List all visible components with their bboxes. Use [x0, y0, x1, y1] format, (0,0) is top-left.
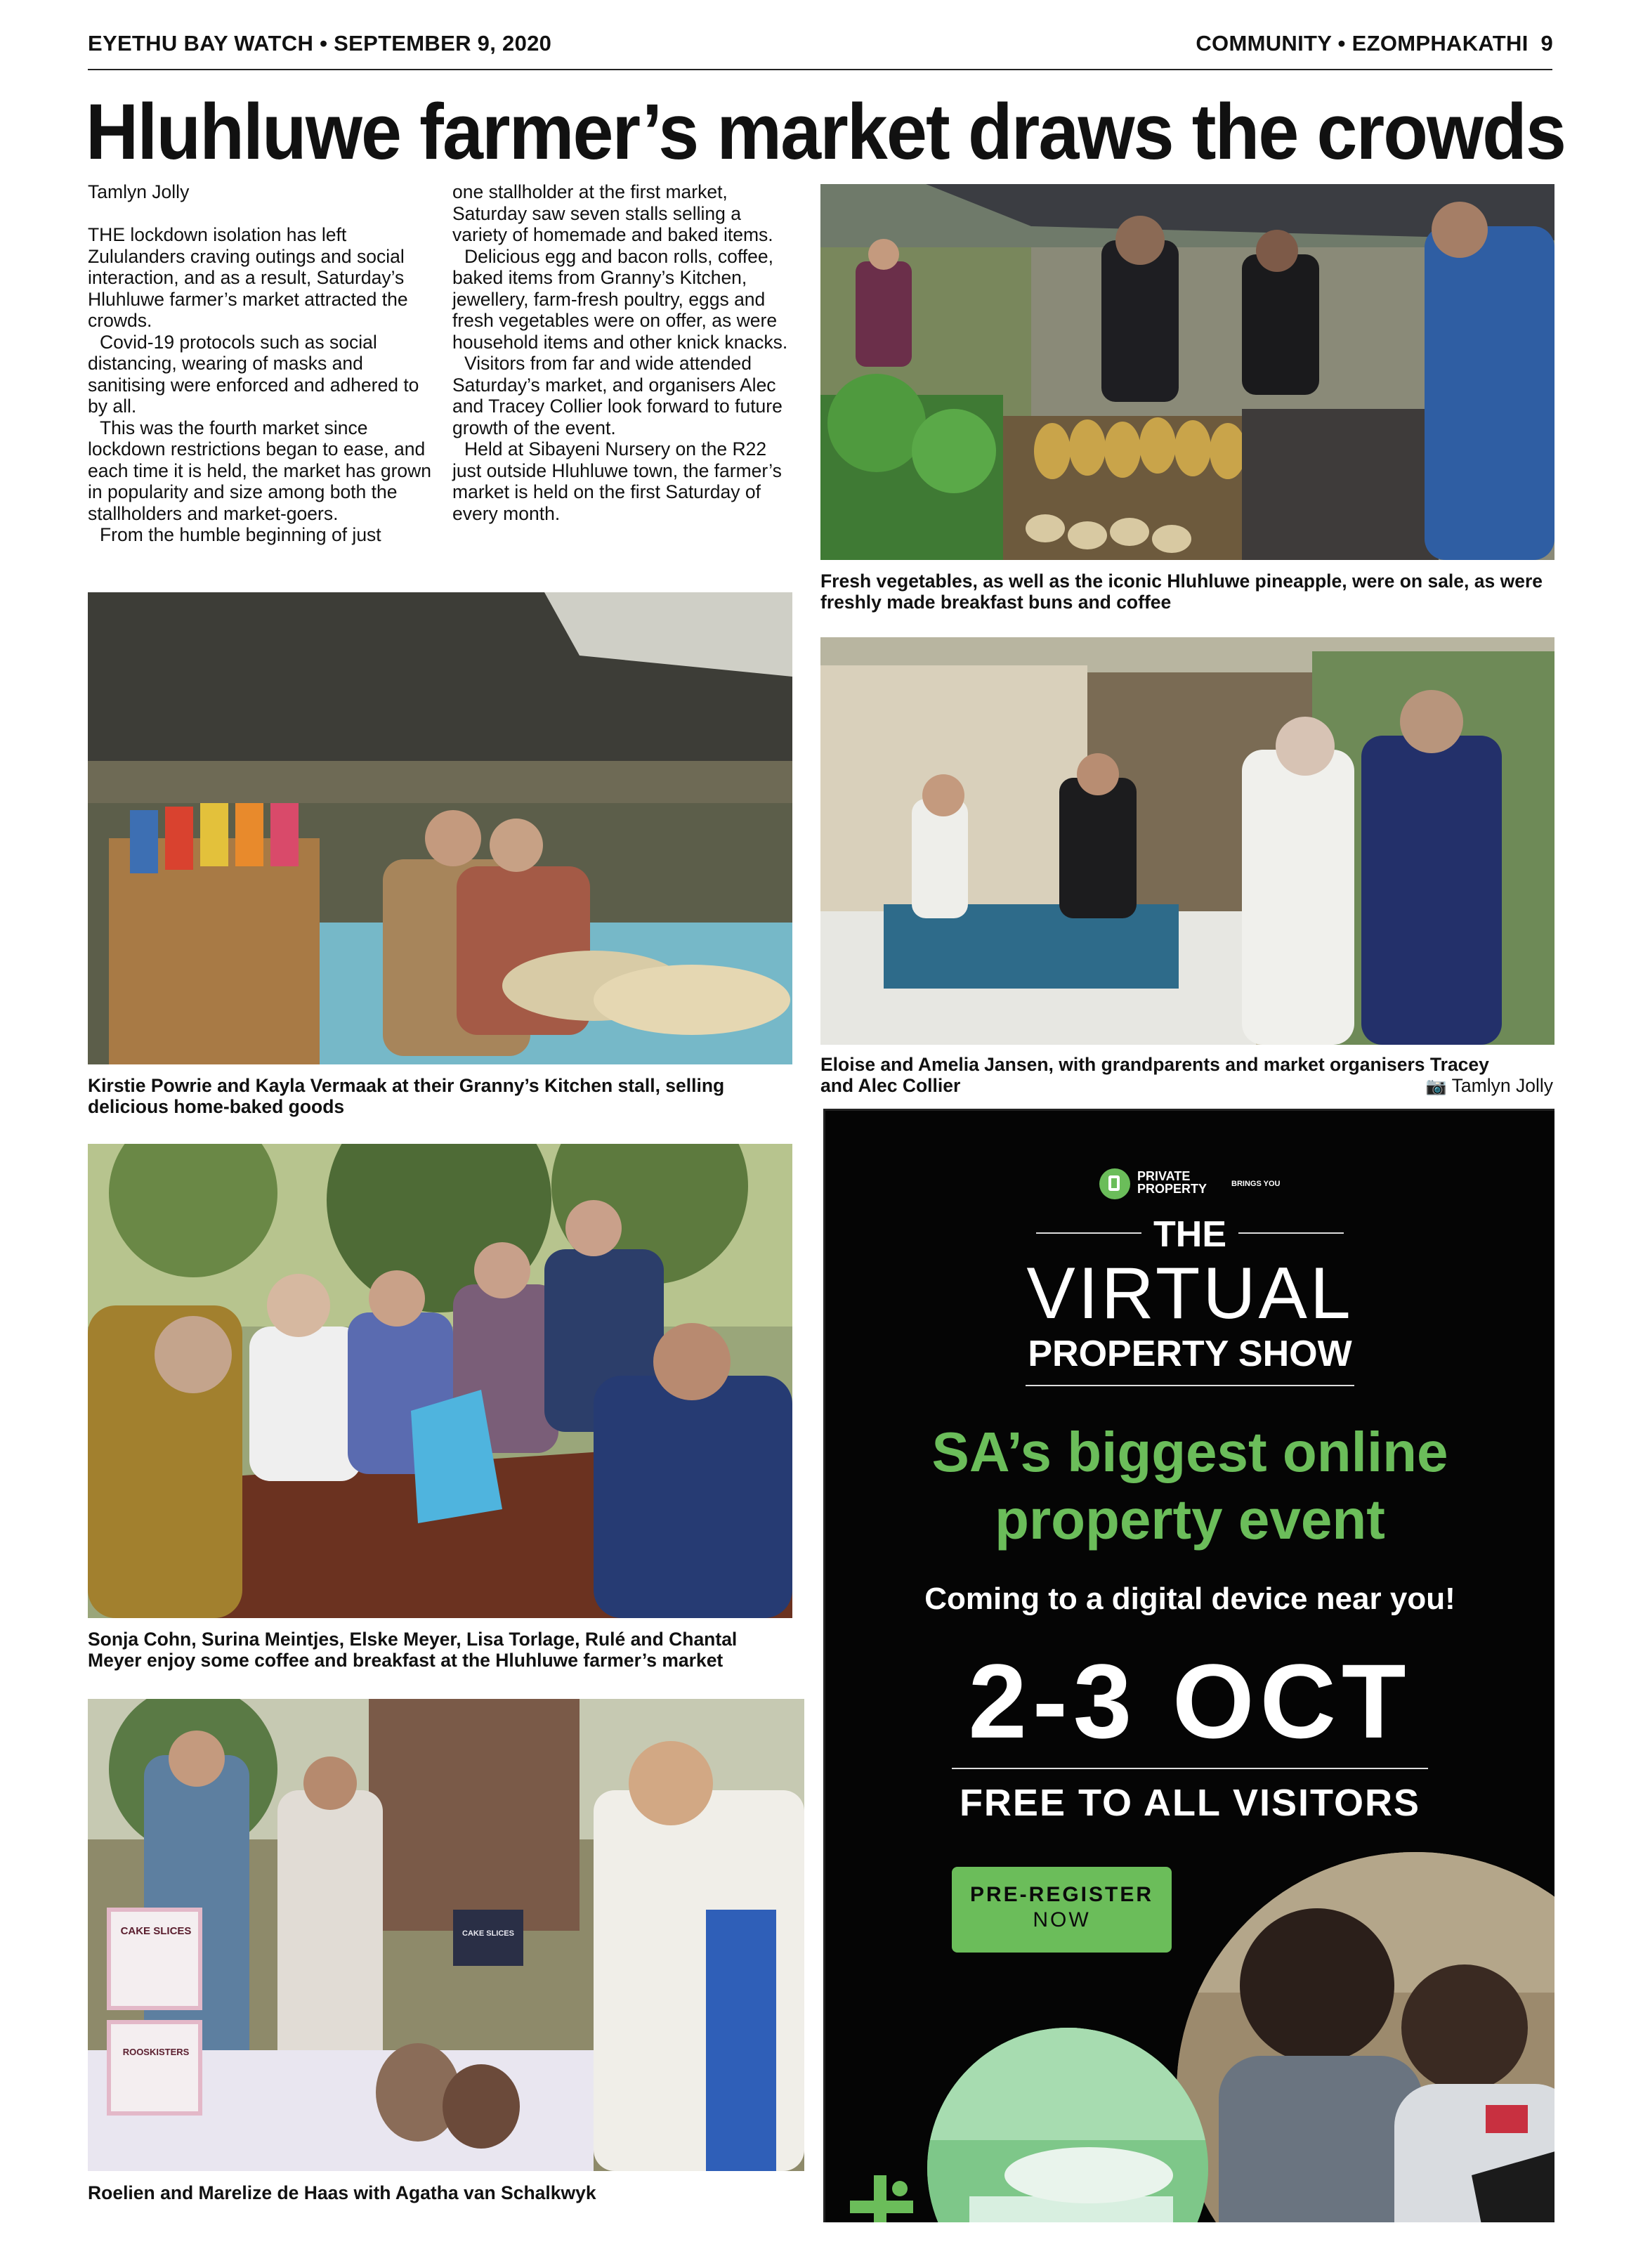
brings-you: BRINGS YOU — [1231, 1180, 1281, 1188]
plus-dot-icon — [850, 2175, 913, 2222]
free-to-all: FREE TO ALL VISITORS — [959, 1782, 1421, 1824]
paragraph: one stallholder at the first market, Saturday saw seven stalls selling a variety of homemade and baked items. — [452, 181, 773, 245]
pre-register-button[interactable] — [952, 1867, 1172, 1953]
title-virtual: VIRTUAL — [1026, 1253, 1354, 1334]
caption-jansen-family: Eloise and Amelia Jansen, with grandparents and market organisers Tracey and Alec Collier — [820, 1054, 1489, 1096]
now-label: NOW — [1033, 1908, 1091, 1931]
page-number: 9 — [1540, 31, 1553, 56]
paragraph: Delicious egg and bacon rolls, coffee, baked items from Granny’s Kitchen, jewellery, farm-fresh poultry, eggs and fresh vegetables were on offer, as were household items and other knick knacks. — [452, 245, 788, 353]
caption-coffee-group: Sonja Cohn, Surina Meintjes, Elske Meyer, Lisa Torlage, Rulé and Chantal Meyer enjoy some coffee and breakfast at the Hluhluwe farmer’s market — [88, 1629, 738, 1671]
section-name: COMMUNITY • EZOMPHAKATHI — [1196, 31, 1529, 56]
title-the: THE — [1153, 1214, 1226, 1255]
header-rule — [88, 69, 1552, 70]
article-column-1 — [88, 181, 432, 546]
byline: Tamlyn Jolly — [88, 181, 190, 202]
photo-vegetables — [820, 184, 1554, 560]
advert-virtual-property-show[interactable] — [823, 1109, 1554, 2222]
photo-credit-name: Tamlyn Jolly — [1451, 1075, 1553, 1096]
caption-grannys-kitchen: Kirstie Powrie and Kayla Vermaak at their Granny’s Kitchen stall, selling delicious home-baked goods — [88, 1075, 725, 1117]
section-label — [1196, 31, 1553, 56]
sign-cake-slices: CAKE SLICES — [120, 1925, 192, 1937]
brand-name — [1137, 1170, 1207, 1195]
private-property-logo-icon — [1099, 1168, 1130, 1199]
caption-cake-stall: Roelien and Marelize de Haas with Agatha van Schalkwyk — [88, 2182, 596, 2203]
article-column-2 — [452, 181, 797, 524]
sign-cake-slices-small: CAKE SLICES — [462, 1929, 514, 1938]
photo-coffee-group — [88, 1144, 792, 1618]
caption-vegetables: Fresh vegetables, as well as the iconic Hluhluwe pineapple, were on sale, as were freshly made breakfast buns and coffee — [820, 571, 1543, 613]
photo-jansen-family — [820, 637, 1554, 1045]
title-underline — [1026, 1385, 1354, 1386]
headline-line-2: property event — [995, 1488, 1385, 1551]
couple-photo — [1177, 1852, 1554, 2222]
paragraph: Held at Sibayeni Nursery on the R22 just outside Hluhluwe town, the farmer’s market is held on the first Saturday of every month. — [452, 438, 782, 524]
photo-grannys-kitchen — [88, 592, 792, 1064]
brand-name-line-2: PROPERTY — [1137, 1182, 1207, 1196]
tablet-photo — [927, 2028, 1208, 2222]
photo-cake-stall — [88, 1699, 804, 2171]
camera-icon: 📷 — [1425, 1077, 1447, 1096]
headline: Hluhluwe farmer’s market draws the crowds — [86, 88, 1566, 176]
brand-name-line-1: PRIVATE — [1137, 1169, 1191, 1183]
masthead-left: EYETHU BAY WATCH • SEPTEMBER 9, 2020 — [88, 31, 552, 56]
pre-register-label: PRE-REGISTER — [969, 1883, 1154, 1906]
paragraph: From the humble beginning of just — [100, 524, 381, 545]
headline-line-1: SA’s biggest online — [931, 1421, 1448, 1483]
sign-rooskisters: ROOSKISTERS — [122, 2047, 190, 2057]
paragraph: Covid-19 protocols such as social distancing, wearing of masks and sanitising were enforced and adhered to by all. — [88, 331, 419, 417]
title-property-show: PROPERTY SHOW — [1028, 1334, 1352, 1374]
dates-divider — [952, 1768, 1428, 1769]
event-dates: 2-3 OCT — [968, 1642, 1412, 1760]
paragraph: Visitors from far and wide attended Saturday’s market, and organisers Alec and Tracey Collier look forward to future growth of the event. — [452, 353, 783, 438]
ad-subline: Coming to a digital device near you! — [924, 1582, 1455, 1616]
paragraph: This was the fourth market since lockdown restrictions began to ease, and each time it is held, the market has grown in popularity and size among both the stallholders and market-goers. — [88, 417, 432, 524]
paragraph: THE lockdown isolation has left Zululanders craving outings and social interaction, and as a result, Saturday’s Hluhluwe farmer’s market attracted the crowds. — [88, 224, 408, 331]
photo-credit — [1426, 1075, 1553, 1097]
